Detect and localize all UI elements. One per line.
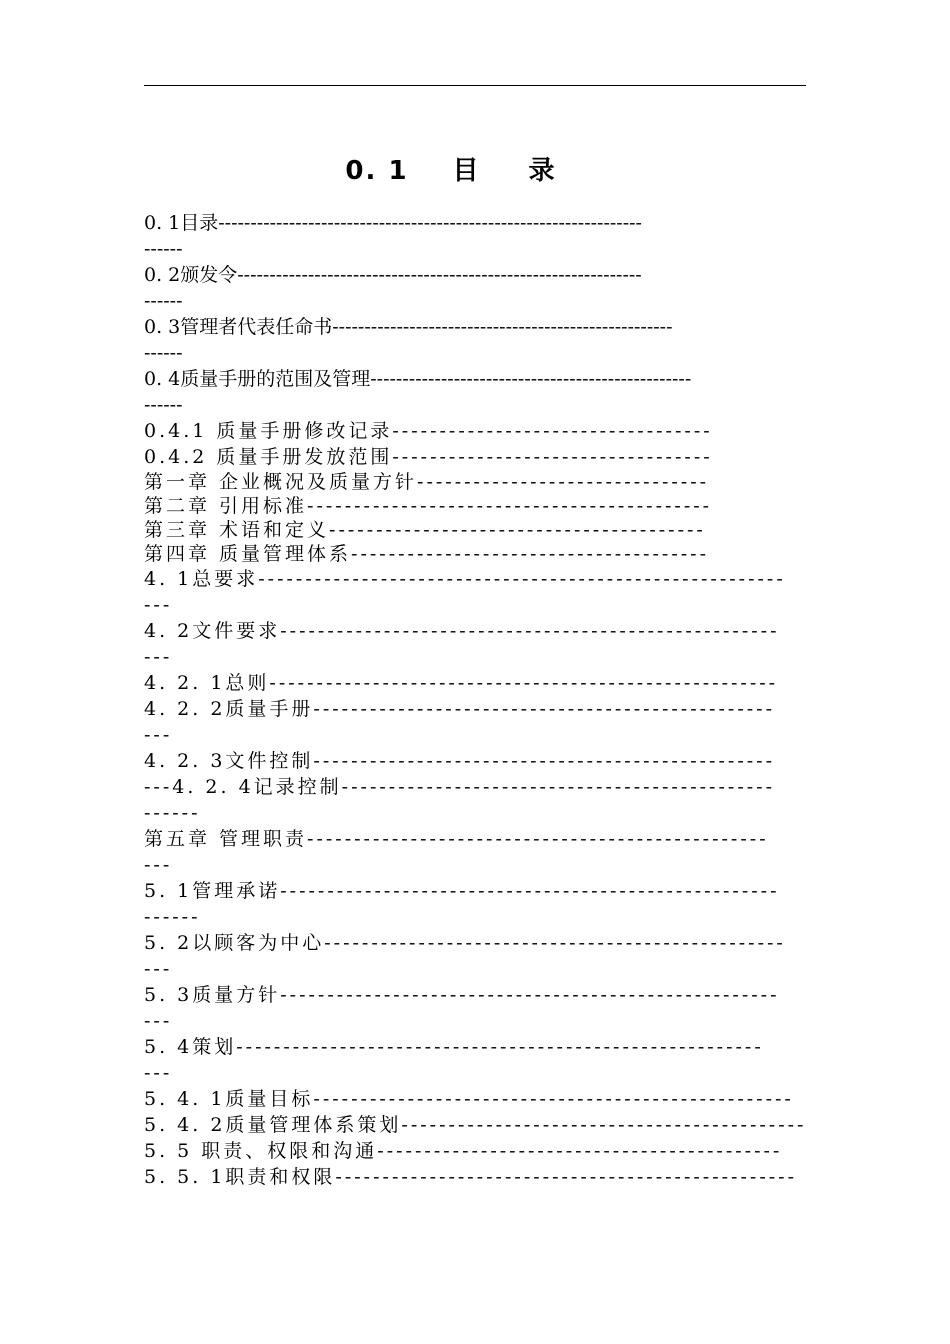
toc-line-continuation: --- [144,1062,173,1084]
toc-line[interactable]: ---4. 2. 4记录控制---------------------------------------------- [144,776,775,798]
page-title [0,150,950,187]
toc-line[interactable]: 4. 2. 2质量手册------------------------------------------------- [144,698,775,720]
toc-line[interactable]: 第四章 质量管理体系-------------------------------------- [144,543,709,565]
toc-line[interactable]: 0. 2颁发令--------------------------------------------------------------- [144,264,642,286]
toc-line-continuation: --- [144,1010,173,1032]
toc-line-continuation: ------ [144,290,183,312]
toc-line[interactable]: 0.4.1 质量手册修改记录---------------------------------- [144,420,713,442]
toc-line-continuation: --- [144,958,173,980]
toc-line-continuation: ------ [144,394,183,416]
toc-line-continuation: ------ [144,906,201,928]
toc-line[interactable]: 4. 2. 1总则------------------------------------------------------ [144,672,779,694]
toc-line-continuation: ------ [144,342,183,364]
toc-line[interactable]: 5. 5. 1职责和权限------------------------------------------------- [144,1166,797,1188]
toc-line[interactable]: 5. 2以顾客为中心------------------------------------------------- [144,932,786,954]
table-of-contents [144,210,806,1190]
toc-line[interactable]: 第三章 术语和定义---------------------------------------- [144,519,706,541]
toc-line-continuation: --- [144,646,173,668]
toc-line[interactable]: 5. 5 职责、权限和沟通------------------------------------------- [144,1140,783,1162]
toc-line[interactable]: 0. 3管理者代表任命书----------------------------------------------------- [144,316,673,338]
toc-line[interactable]: 4. 2. 3文件控制------------------------------------------------- [144,750,775,772]
toc-line[interactable]: 第五章 管理职责------------------------------------------------- [144,828,769,850]
toc-line[interactable]: 5. 4. 1质量目标--------------------------------------------------- [144,1088,794,1110]
toc-line[interactable]: 5. 3质量方针----------------------------------------------------- [144,984,780,1006]
toc-line[interactable]: 第一章 企业概况及质量方针------------------------------- [144,471,710,493]
toc-line[interactable]: 5. 4. 2质量管理体系策划------------------------------------------- [144,1114,806,1136]
title-word: 目录 [452,156,605,186]
toc-line[interactable]: 5. 4策划-------------------------------------------------------- [144,1036,764,1058]
header-rule [144,85,806,86]
toc-line[interactable]: 0. 4质量手册的范围及管理-------------------------------------------------- [144,368,692,390]
toc-line[interactable]: 5. 1管理承诺----------------------------------------------------- [144,880,780,902]
toc-line-continuation: --- [144,594,173,616]
toc-line[interactable]: 0.4.2 质量手册发放范围---------------------------------- [144,446,713,468]
title-number: 0. 1 [345,156,409,186]
toc-line[interactable]: 4. 1总要求-------------------------------------------------------- [144,568,786,590]
toc-line-continuation: --- [144,854,173,876]
toc-line[interactable]: 4. 2文件要求----------------------------------------------------- [144,620,780,642]
toc-line-continuation: ------ [144,238,183,260]
toc-line[interactable]: 第二章 引用标准------------------------------------------- [144,495,713,517]
toc-line-continuation: --- [144,724,173,746]
toc-line-continuation: ------ [144,802,201,824]
toc-line[interactable]: 0. 1目录------------------------------------------------------------------ [144,212,642,234]
